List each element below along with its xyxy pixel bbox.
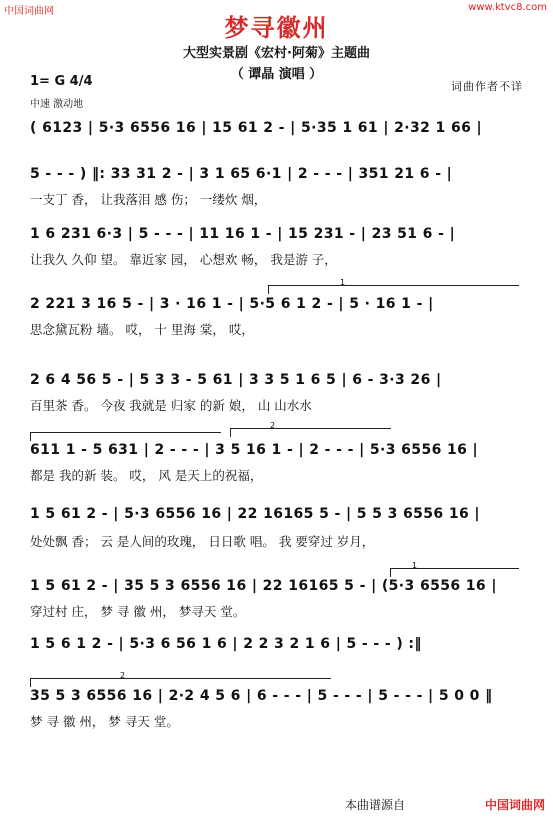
footer-source-label: 本曲谱源自 bbox=[344, 798, 405, 812]
score-lyrics-row: 思念黛瓦粉 墙。 哎， 十 里海 棠， 哎， bbox=[30, 322, 254, 337]
score-notes-row: 2 221 3 16 5 - | 3 · 16 1 - | 5·5 6 1 2 - | 5 · 16 1 - | bbox=[30, 296, 434, 312]
score-notes-row: 35 5 3 6556 16 | 2·2 4 5 6 | 6 - - - | 5 - - - | 5 - - - | 5 0 0 ‖ bbox=[30, 688, 493, 704]
song-title: 梦寻徽州 bbox=[224, 14, 329, 42]
score-lyrics-row: 处处飘 香； 云 是人间的玫瑰， 日日歌 唱。 我 要穿过 岁月， bbox=[30, 534, 375, 549]
volta-number: 2 bbox=[120, 671, 126, 680]
volta-bracket bbox=[390, 568, 519, 577]
volta-number: 2 bbox=[270, 421, 276, 430]
tempo-marking: 中速 激动地 bbox=[30, 99, 84, 110]
score-notes-row: ( 6123 | 5·3 6556 16 | 15 61 2 - | 5·35 1 61 | 2·32 1 66 | bbox=[30, 120, 483, 136]
score-notes-row: 5 - - - ) ‖: 33 31 2 - | 3 1 65 6·1 | 2 - - - | 351 21 6 - | bbox=[30, 166, 453, 182]
score-lyrics-row: 百里茶 香。 今夜 我就是 归家 的新 娘， 山 山水水 bbox=[30, 398, 312, 413]
score-notes-row: 611 1 - 5 631 | 2 - - - | 3 5 16 1 - | 2 - - - | 5·3 6556 16 | bbox=[30, 442, 479, 458]
score-lyrics-row: 都是 我的新 装。 哎， 风 是天上的祝福， bbox=[30, 468, 263, 483]
score-lyrics-row: 梦 寻 徽 州， 梦 寻天 堂。 bbox=[30, 714, 179, 729]
volta-bracket bbox=[268, 285, 519, 294]
score-notes-row: 1 5 6 1 2 - | 5·3 6 56 1 6 | 2 2 3 2 1 6 | 5 - - - ) :‖ bbox=[30, 636, 422, 652]
volta-bracket bbox=[230, 428, 391, 437]
key-signature: 1= G 4/4 bbox=[30, 74, 93, 89]
volta-number: 1 bbox=[412, 561, 418, 570]
singer-credit: （ 谭晶 演唱 ） bbox=[230, 67, 323, 82]
volta-bracket bbox=[30, 432, 221, 441]
score-notes-row: 1 5 61 2 - | 35 5 3 6556 16 | 22 16165 5 - | (5·3 6556 16 | bbox=[30, 578, 497, 594]
volta-bracket bbox=[30, 678, 331, 687]
score-lyrics-row: 一支丁 香， 让我落泪 感 伤； 一缕炊 烟， bbox=[30, 192, 267, 207]
score-lyrics-row: 穿过村 庄， 梦 寻 徽 州， 梦寻天 堂。 bbox=[30, 604, 246, 619]
watermark-left: 中国词曲网 bbox=[4, 6, 54, 17]
score-notes-row: 2 6 4 56 5 - | 5 3 3 - 5 61 | 3 3 5 1 6 5 | 6 - 3·3 26 | bbox=[30, 372, 442, 388]
score-lyrics-row: 让我久 久仰 望。 靠近家 园， 心想欢 畅， 我是游 子， bbox=[30, 252, 337, 267]
score-notes-row: 1 5 61 2 - | 5·3 6556 16 | 22 16165 5 - | 5 5 3 6556 16 | bbox=[30, 506, 480, 522]
watermark-right: www.ktvc8.com bbox=[468, 2, 547, 13]
footer-site-link[interactable]: 中国词曲网 bbox=[484, 798, 545, 812]
composer-credit: 词曲作者不详 bbox=[451, 80, 523, 93]
volta-number: 1 bbox=[340, 278, 346, 287]
song-subtitle: 大型实景剧《宏村·阿菊》主题曲 bbox=[183, 46, 370, 61]
score-notes-row: 1 6 231 6·3 | 5 - - - | 11 16 1 - | 15 231 - | 23 51 6 - | bbox=[30, 226, 456, 242]
